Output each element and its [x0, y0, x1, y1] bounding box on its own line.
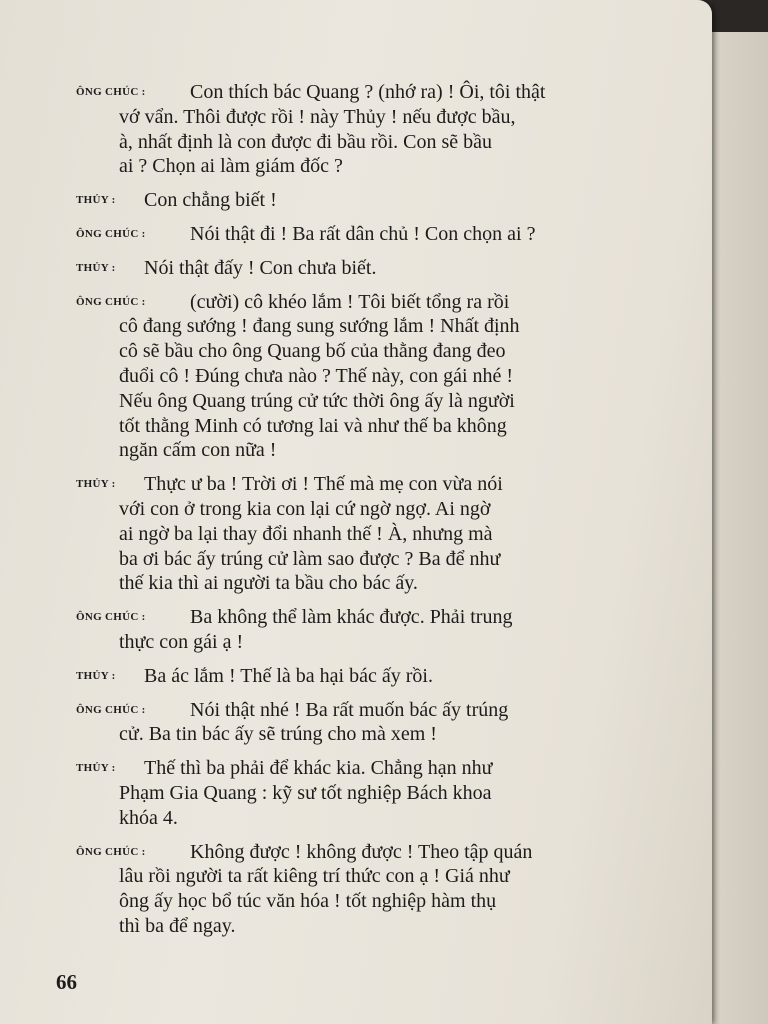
speaker-name: ÔNG CHÚC : — [76, 227, 146, 240]
dialogue-turn — [76, 664, 652, 689]
dialogue-turn — [76, 222, 652, 247]
speaker-name: ÔNG CHÚC : — [76, 295, 146, 308]
dialogue-line: Nói thật nhé ! Ba rất muốn bác ấy trúng — [190, 698, 509, 721]
dialogue-turn — [76, 840, 652, 939]
speaker-name: THỦY : — [76, 669, 116, 682]
dialogue-line: khóa 4. — [119, 806, 178, 829]
speaker-name: THỦY : — [76, 478, 116, 491]
dialogue-turn — [76, 188, 652, 213]
dialogue-block — [76, 80, 652, 948]
dialogue-turn — [76, 605, 652, 655]
speaker-name: ÔNG CHÚC : — [76, 611, 146, 624]
speaker-name: ÔNG CHÚC : — [76, 703, 146, 716]
dialogue-turn — [76, 472, 652, 596]
dialogue-line: tốt thằng Minh có tương lai và như thế ba không — [119, 414, 507, 437]
dialogue-line: vớ vẩn. Thôi được rồi ! này Thủy ! nếu được bầu, — [119, 105, 516, 128]
dialogue-turn — [76, 756, 652, 830]
dialogue-line: ông ấy học bổ túc văn hóa ! tốt nghiệp hàm thụ — [119, 890, 497, 913]
dialogue-line: ba ơi bác ấy trúng cử làm sao được ? Ba để như — [119, 547, 501, 570]
speaker-name: THỦY : — [76, 261, 116, 274]
speaker-name: ÔNG CHÚC : — [76, 86, 146, 98]
dialogue-line: Nếu ông Quang trúng cử tức thời ông ấy là người — [119, 389, 515, 412]
dialogue-line: ai ngờ ba lại thay đổi nhanh thế ! À, nhưng mà — [119, 522, 493, 545]
dialogue-line: Thực ư ba ! Trời ơi ! Thế mà mẹ con vừa nói — [144, 473, 503, 496]
dialogue-line: cử. Ba tin bác ấy sẽ trúng cho mà xem ! — [119, 723, 437, 746]
dialogue-line: Con thích bác Quang ? (nhớ ra) ! Ôi, tôi thật — [190, 81, 546, 103]
dialogue-line: lâu rồi người ta rất kiêng trí thức con ạ ! Giá như — [119, 865, 510, 888]
dialogue-line: Ba không thể làm khác được. Phải trung — [190, 606, 513, 629]
speaker-name: ÔNG CHÚC : — [76, 845, 146, 858]
background-corner — [712, 0, 768, 32]
dialogue-line: Nói thật đi ! Ba rất dân chủ ! Con chọn ai ? — [190, 222, 536, 245]
speaker-name: THỦY : — [76, 762, 116, 775]
dialogue-line: thì ba để ngay. — [119, 914, 236, 937]
dialogue-line: Thế thì ba phải để khác kia. Chẳng hạn như — [144, 757, 493, 780]
dialogue-line: à, nhất định là con được đi bầu rồi. Con sẽ bầu — [119, 130, 492, 153]
dialogue-turn — [76, 290, 652, 464]
dialogue-turn — [76, 698, 652, 748]
dialogue-line: đuổi cô ! Đúng chưa nào ? Thế này, con gái nhé ! — [119, 364, 514, 387]
dialogue-line: Ba ác lắm ! Thế là ba hại bác ấy rồi. — [144, 664, 433, 687]
dialogue-line: Phạm Gia Quang : kỹ sư tốt nghiệp Bách khoa — [119, 781, 492, 804]
dialogue-line: (cười) cô khéo lắm ! Tôi biết tổng ra rồi — [190, 290, 510, 313]
dialogue-turn — [76, 80, 652, 179]
dialogue-line: Nói thật đấy ! Con chưa biết. — [144, 256, 377, 279]
dialogue-line: Con chẳng biết ! — [144, 189, 277, 212]
dialogue-line: thực con gái ạ ! — [119, 630, 244, 653]
dialogue-line: Không được ! không được ! Theo tập quán — [190, 840, 533, 863]
page-number: 66 — [56, 970, 77, 994]
speaker-name: THỦY : — [76, 194, 116, 207]
dialogue-line: ai ? Chọn ai làm giám đốc ? — [119, 155, 343, 178]
dialogue-line: thế kia thì ai người ta bầu cho bác ấy. — [119, 572, 418, 595]
dialogue-line: cô đang sướng ! đang sung sướng lắm ! Nhất định — [119, 315, 520, 338]
dialogue-line: với con ở trong kia con lại cứ ngờ ngợ. Ai ngờ — [119, 497, 491, 520]
dialogue-line: ngăn cấm con nữa ! — [119, 439, 277, 462]
dialogue-turn — [76, 256, 652, 281]
dialogue-line: cô sẽ bầu cho ông Quang bố của thằng đang đeo — [119, 340, 506, 363]
